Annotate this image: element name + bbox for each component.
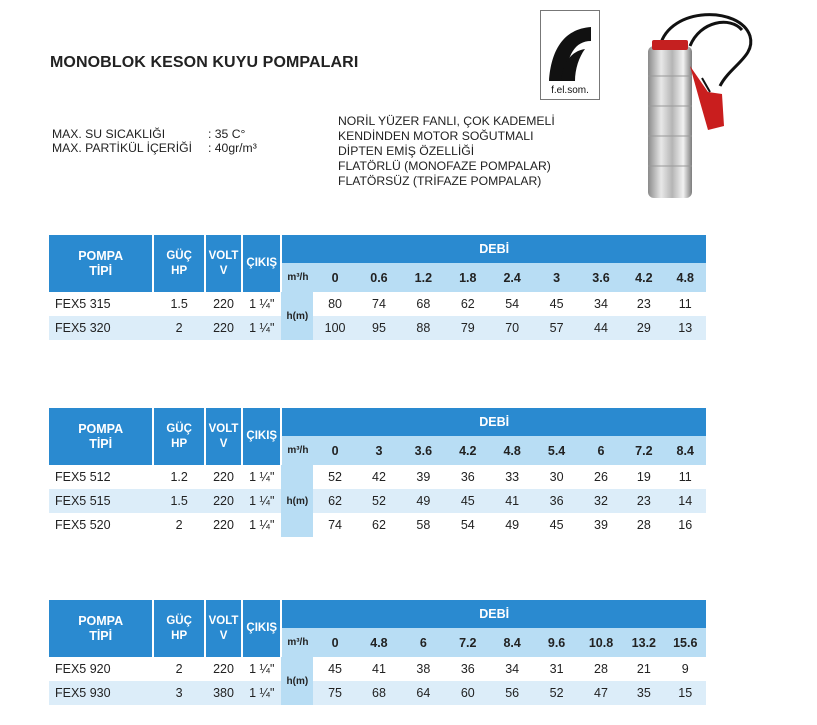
head-value: 57 [534, 316, 578, 340]
head-value: 79 [446, 316, 490, 340]
table-header-row [49, 600, 706, 628]
pump-table-1 [49, 235, 706, 340]
head-value: 11 [678, 297, 692, 311]
outlet-cell: 1 ¼" [249, 297, 275, 311]
feature-item: FLATÖRLÜ (MONOFAZE POMPALAR) [338, 159, 551, 173]
flow-value: 10.8 [579, 628, 623, 657]
head-value: 26 [594, 470, 608, 484]
head-value: 32 [579, 489, 623, 513]
col-header-outlet: ÇIKIŞ [242, 235, 281, 292]
flow-value: 0 [313, 628, 356, 657]
col-header-power [153, 600, 205, 657]
spec-label: MAX. SU SICAKLIĞI [52, 127, 166, 141]
head-value: 45 [549, 297, 564, 311]
head-value: 54 [505, 297, 520, 311]
head-value: 49 [505, 518, 520, 532]
specs-block [52, 127, 257, 155]
hp-cell: 1.5 [153, 489, 205, 513]
col-header-flow: DEBİ [281, 235, 706, 263]
feature-item: NORİL YÜZER FANLI, ÇOK KADEMELİ [338, 114, 555, 128]
table-header-row [49, 408, 706, 436]
head-value: 9 [681, 662, 689, 676]
brand-logo [540, 10, 600, 100]
head-value: 30 [549, 470, 564, 484]
head-value: 70 [490, 316, 534, 340]
brand-logo-graphic [541, 11, 599, 99]
header-text: HP [171, 629, 188, 642]
header-text: POMPA [78, 248, 124, 263]
flow-value: 4.2 [623, 263, 664, 292]
flow-value: 3.6 [579, 263, 623, 292]
volt-cell: 220 [213, 297, 234, 311]
head-value: 11 [678, 470, 692, 484]
head-value: 62 [313, 489, 356, 513]
features-list [338, 114, 555, 189]
hp-cell: 1.2 [170, 470, 188, 484]
hp-cell: 1.5 [170, 297, 188, 311]
model-cell: FEX5 920 [55, 662, 111, 676]
model-cell: FEX5 930 [49, 681, 153, 705]
head-value: 13 [665, 316, 707, 340]
head-value: 19 [636, 470, 651, 484]
pump-illustration [630, 6, 760, 206]
spec-label: MAX. PARTİKÜL İÇERİĞİ [52, 141, 192, 155]
head-value: 33 [505, 470, 520, 484]
table-row [49, 465, 706, 489]
head-value: 39 [416, 470, 431, 484]
col-header-outlet: ÇIKIŞ [242, 408, 281, 465]
model-cell: FEX5 515 [49, 489, 153, 513]
model-cell: FEX5 520 [55, 518, 111, 532]
head-value: 47 [579, 681, 623, 705]
head-value: 45 [446, 489, 490, 513]
head-value: 28 [594, 662, 608, 676]
flow-value: 1.2 [401, 263, 445, 292]
table-row [49, 513, 706, 537]
head-value: 60 [446, 681, 490, 705]
flow-value: 13.2 [623, 628, 664, 657]
header-text: HP [171, 264, 188, 277]
flow-unit: m³/h [281, 263, 313, 292]
spec-value: : 40gr/m³ [208, 141, 257, 155]
head-value: 80 [328, 297, 343, 311]
header-text: TİPİ [89, 263, 113, 278]
head-value: 44 [579, 316, 623, 340]
spec-value: : 35 C° [208, 127, 246, 141]
head-value: 49 [401, 489, 445, 513]
table-row [49, 292, 706, 316]
head-value: 75 [313, 681, 356, 705]
header-text: TİPİ [89, 436, 113, 451]
head-value: 39 [594, 518, 608, 532]
outlet-cell: 1 ¼" [249, 518, 275, 532]
col-header-model [49, 235, 153, 292]
col-header-volt [205, 408, 242, 465]
head-value: 95 [357, 316, 401, 340]
header-text: POMPA [78, 421, 124, 436]
volt-cell: 220 [213, 470, 234, 484]
head-value: 28 [636, 518, 651, 532]
flow-value: 3.6 [401, 436, 445, 465]
head-unit: h(m) [281, 657, 313, 705]
head-value: 68 [357, 681, 401, 705]
spec-row [52, 127, 257, 141]
pump-photo [630, 6, 760, 206]
hp-cell: 3 [153, 681, 205, 705]
head-value: 34 [594, 297, 608, 311]
head-value: 35 [623, 681, 664, 705]
head-value: 41 [490, 489, 534, 513]
pump-table-2 [49, 408, 706, 537]
header-text: VOLT [208, 249, 239, 262]
table-row [49, 489, 706, 513]
outlet-cell: 1 ¼" [249, 470, 275, 484]
head-value: 62 [372, 518, 386, 532]
model-cell: FEX5 512 [55, 470, 111, 484]
head-value: 74 [372, 297, 386, 311]
head-value: 54 [460, 518, 475, 532]
flow-value: 4.8 [490, 436, 534, 465]
head-value: 56 [490, 681, 534, 705]
head-value: 14 [665, 489, 707, 513]
col-header-model [49, 600, 153, 657]
header-text: GÜÇ [166, 422, 192, 435]
head-value: 88 [401, 316, 445, 340]
header-text: TİPİ [89, 628, 113, 643]
head-value: 29 [623, 316, 664, 340]
header-text: V [219, 629, 228, 642]
hp-cell: 2 [175, 662, 183, 676]
head-value: 16 [678, 518, 693, 532]
flow-value: 6 [401, 628, 445, 657]
head-value: 58 [416, 518, 431, 532]
header-text: VOLT [208, 614, 239, 627]
model-cell: FEX5 315 [55, 297, 111, 311]
hp-cell: 2 [153, 316, 205, 340]
page-title: MONOBLOK KESON KUYU POMPALARI [50, 54, 359, 71]
header-text: HP [171, 437, 188, 450]
outlet-cell: 1 ¼" [242, 316, 281, 340]
col-header-power [153, 235, 205, 292]
table-row [49, 316, 706, 340]
flow-value: 4.8 [357, 628, 401, 657]
head-value: 15 [665, 681, 707, 705]
header-text: V [219, 264, 228, 277]
head-value: 23 [636, 297, 651, 311]
head-value: 45 [328, 662, 343, 676]
head-value: 68 [416, 297, 431, 311]
head-value: 34 [505, 662, 520, 676]
table-row [49, 657, 706, 681]
header-text: GÜÇ [166, 249, 192, 262]
flow-unit: m³/h [281, 436, 313, 465]
head-unit: h(m) [281, 292, 313, 340]
outlet-cell: 1 ¼" [249, 662, 275, 676]
col-header-model [49, 408, 153, 465]
flow-value: 4.8 [665, 263, 707, 292]
head-value: 41 [372, 662, 386, 676]
flow-value: 0 [313, 263, 356, 292]
header-text: VOLT [208, 422, 239, 435]
volt-cell: 220 [213, 662, 234, 676]
col-header-volt [205, 600, 242, 657]
flow-value: 9.6 [534, 628, 578, 657]
hp-cell: 2 [175, 518, 183, 532]
header-text: POMPA [78, 613, 124, 628]
head-value: 100 [313, 316, 356, 340]
head-unit: h(m) [281, 465, 313, 537]
outlet-cell: 1 ¼" [242, 489, 281, 513]
flow-value: 3 [357, 436, 401, 465]
brand-logo-text: f.el.som. [551, 85, 589, 96]
flow-value: 0 [313, 436, 356, 465]
flow-unit: m³/h [281, 628, 313, 657]
head-value: 42 [372, 470, 386, 484]
flow-value: 5.4 [534, 436, 578, 465]
table-row [49, 681, 706, 705]
head-value: 62 [460, 297, 475, 311]
spec-row [52, 141, 257, 155]
col-header-flow: DEBİ [281, 408, 706, 436]
head-value: 21 [636, 662, 651, 676]
feature-item: FLATÖRSÜZ (TRİFAZE POMPALAR) [338, 174, 542, 188]
header-text: GÜÇ [166, 614, 192, 627]
head-value: 52 [534, 681, 578, 705]
head-value: 52 [357, 489, 401, 513]
col-header-power [153, 408, 205, 465]
head-value: 45 [549, 518, 564, 532]
col-header-outlet: ÇIKIŞ [242, 600, 281, 657]
head-value: 64 [401, 681, 445, 705]
volt-cell: 380 [205, 681, 242, 705]
table-header-row [49, 235, 706, 263]
flow-value: 8.4 [665, 436, 707, 465]
pump-table-3 [49, 600, 706, 705]
flow-value: 15.6 [665, 628, 707, 657]
flow-value: 8.4 [490, 628, 534, 657]
flow-value: 7.2 [623, 436, 664, 465]
flow-value: 4.2 [446, 436, 490, 465]
volt-cell: 220 [205, 489, 242, 513]
volt-cell: 220 [213, 518, 234, 532]
head-value: 36 [460, 662, 475, 676]
head-value: 36 [534, 489, 578, 513]
flow-value: 1.8 [446, 263, 490, 292]
flow-value: 6 [579, 436, 623, 465]
head-value: 23 [623, 489, 664, 513]
flow-value: 0.6 [357, 263, 401, 292]
header-text: V [219, 437, 228, 450]
flow-value: 2.4 [490, 263, 534, 292]
head-value: 74 [328, 518, 343, 532]
col-header-volt [205, 235, 242, 292]
head-value: 31 [549, 662, 564, 676]
head-value: 38 [416, 662, 431, 676]
outlet-cell: 1 ¼" [242, 681, 281, 705]
volt-cell: 220 [205, 316, 242, 340]
head-value: 52 [328, 470, 343, 484]
head-value: 36 [460, 470, 475, 484]
feature-item: KENDİNDEN MOTOR SOĞUTMALI [338, 129, 534, 143]
model-cell: FEX5 320 [49, 316, 153, 340]
flow-value: 7.2 [446, 628, 490, 657]
col-header-flow: DEBİ [281, 600, 706, 628]
flow-value: 3 [534, 263, 578, 292]
feature-item: DİPTEN EMİŞ ÖZELLİĞİ [338, 144, 475, 158]
